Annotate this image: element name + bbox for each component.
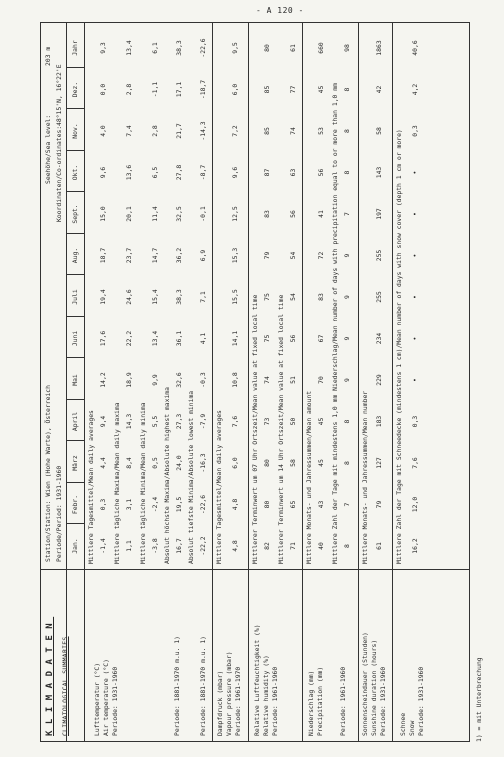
table-cell: 6,0 (231, 457, 239, 469)
month-header: Febr. (71, 494, 79, 515)
column-divider (66, 399, 84, 400)
table-cell: 53 (317, 127, 325, 135)
table-cell: • (411, 170, 419, 175)
table-cell: 45 (317, 459, 325, 467)
table-cell: 18,9 (125, 372, 133, 388)
table-cell: 19,4 (99, 289, 107, 305)
table-cell: 40 (317, 542, 325, 550)
table-cell: 0,3 (99, 498, 107, 511)
temp-sub-4: Absolut höchste Maxima/Absolute highest maxima (163, 387, 171, 564)
table-cell: 127 (375, 457, 383, 469)
table-cell: 27,8 (175, 164, 183, 181)
month-header: Mai (71, 374, 79, 386)
table-cell: 20,1 (125, 206, 133, 222)
coords-label: Koordinaten/Co-ordinates: (55, 125, 63, 222)
column-divider (66, 316, 84, 317)
table-cell: 15,5 (231, 289, 239, 305)
temp-sub-2: Mittlere tägliche Maxima/Mean daily maxima (113, 402, 121, 564)
temp-sub-1: Mittlere Tagesmittel/Mean daily averages (87, 410, 95, 564)
table-cell: 9 (343, 378, 351, 382)
table-cell: • (411, 212, 419, 216)
sunshine-sub: Mittlere Monats- und Jahressummen/Mean number (361, 390, 369, 564)
table-cell: 17,6 (99, 330, 107, 347)
table-cell: 5,5 (151, 415, 159, 428)
table-cell: -1,1 (151, 81, 159, 98)
table-cell: -0,1 (199, 206, 207, 222)
temp-label-3: Periode: 1931-1960 (111, 666, 119, 736)
table-cell: 79 (263, 251, 271, 260)
table-cell: 85 (263, 85, 271, 94)
table-cell: 4,0 (99, 125, 107, 137)
table-cell: 73 (263, 417, 271, 426)
table-cell: 58 (289, 459, 297, 467)
column-divider (66, 524, 84, 525)
table-cell: 8 (343, 419, 351, 424)
table-cell: 14,1 (231, 330, 239, 347)
table-cell: • (411, 253, 419, 258)
table-cell: 15,3 (231, 247, 239, 264)
table-cell: 255 (375, 291, 383, 303)
table-cell: 8 (343, 170, 351, 175)
temp-sub-5: Absolut tiefste Minima/Absolute lowest minima (187, 390, 195, 564)
table-cell: -22,6 (199, 38, 207, 58)
table-cell: 7 (343, 502, 351, 507)
table-cell: 15,4 (151, 289, 159, 305)
table-cell: 23,7 (125, 247, 133, 264)
table-cell: 19,5 (175, 496, 183, 513)
table-cell: 7,6 (231, 415, 239, 428)
snow-label-3: Periode: 1931-1960 (417, 666, 425, 736)
vapour-sub: Mittlere Tagesmittel/Mean daily averages (215, 410, 223, 564)
table-cell: 13,6 (125, 164, 133, 181)
table-cell: 0,3 (411, 415, 419, 428)
table-cell: 13,4 (125, 40, 133, 56)
table-cell: 24,0 (175, 455, 183, 471)
month-header: April (71, 411, 79, 432)
table-cell: 8 (343, 461, 351, 465)
table-cell: 11,4 (151, 206, 159, 222)
column-divider (66, 150, 84, 151)
table-cell: 229 (375, 374, 383, 386)
table-cell: 6,1 (151, 42, 159, 54)
table-cell: -18,7 (199, 79, 207, 100)
month-header: Aug. (71, 247, 79, 264)
table-cell: 32,6 (175, 372, 183, 388)
column-divider (66, 233, 84, 234)
table-cell: 15,0 (99, 206, 107, 222)
snow-label-1: Schnee (399, 712, 407, 736)
table-cell: 9 (343, 295, 351, 299)
table-cell: 82 (263, 542, 271, 550)
table-cell: 61 (375, 542, 383, 550)
altitude-label: Seehöhe/Sea level: (44, 114, 52, 184)
table-cell: 98 (343, 44, 351, 52)
table-cell: 0,0 (99, 83, 107, 96)
table-cell: 12,5 (231, 206, 239, 222)
sunshine-label-1: Sonnenscheindauer (Stunden) (361, 632, 369, 736)
table-cell: 54 (289, 293, 297, 301)
table-cell: 4,8 (231, 498, 239, 511)
table-cell: 9,4 (99, 415, 107, 428)
column-divider (66, 67, 84, 68)
table-cell: 660 (317, 42, 325, 54)
table-cell: 67 (317, 334, 325, 343)
table-cell: 14,3 (125, 413, 133, 430)
table-cell: 7,6 (411, 457, 419, 469)
table-cell: -16,3 (199, 453, 207, 473)
table-cell: 16,2 (411, 538, 419, 554)
snow-label-2: Snow (408, 720, 416, 736)
month-header: Sept. (71, 204, 79, 224)
table-cell: 65 (289, 500, 297, 509)
table-cell: 70 (317, 376, 325, 384)
table-cell: 14,7 (151, 247, 159, 264)
station-label: Station/Station: Wien (Hohe Warte), Österreich (44, 385, 52, 562)
precip-label-1: Niederschlag (mm) (307, 670, 315, 736)
table-cell: -8,7 (199, 164, 207, 181)
humidity-label-2: Relative humidity (%) (262, 655, 270, 736)
snow-sub: Mittlere Zahl der Tage mit Schneedecke (mindestens 1 cm)/Mean number of days with snow cover (depth 1 cm or more) (395, 129, 403, 564)
table-cell: -22,6 (199, 494, 207, 515)
precip-label-3: Periode: 1961-1960 (339, 666, 347, 736)
table-cell: 9,3 (99, 42, 107, 54)
table-cell: 9,6 (99, 166, 107, 179)
table-cell: 27,3 (175, 413, 183, 430)
table-cell: 56 (289, 334, 297, 343)
table-cell: 9,6 (231, 166, 239, 179)
table-cell: 197 (375, 208, 383, 220)
table-cell: 61 (289, 44, 297, 52)
coords-value: 48°15'N, 16°22'E (55, 64, 63, 126)
page-number: - A 120 - (256, 6, 304, 15)
month-header: Okt. (71, 164, 79, 181)
vapour-label-2: Vapour pressure (mbar) (225, 651, 233, 736)
table-cell: 9 (343, 336, 351, 341)
table-cell: 12,0 (411, 496, 419, 513)
table-cell: 9,9 (151, 374, 159, 386)
table-cell: 234 (375, 332, 383, 345)
table-cell: 40,6 (411, 40, 419, 56)
table-cell: 16,7 (175, 538, 183, 554)
table-cell: 38,3 (175, 40, 183, 56)
table-cell: 7,4 (125, 125, 133, 137)
table-cell: 143 (375, 166, 383, 179)
table-cell: • (411, 378, 419, 382)
column-divider (66, 109, 84, 110)
table-cell: 9,5 (231, 42, 239, 54)
table-cell: 32,5 (175, 206, 183, 222)
table-cell: 56 (289, 210, 297, 218)
table-cell: 83 (317, 293, 325, 301)
table-cell: 255 (375, 249, 383, 262)
table-cell: 74 (263, 376, 271, 384)
table-cell: 45 (317, 85, 325, 94)
table-cell: 75 (263, 293, 271, 301)
table-cell: 79 (375, 500, 383, 509)
month-header: Dez. (71, 81, 79, 98)
sunshine-label-3: Periode: 1931-1960 (379, 666, 387, 736)
table-cell: 56 (317, 168, 325, 177)
table-cell: 41 (317, 210, 325, 218)
table-cell: 7 (343, 212, 351, 216)
month-header: März (71, 455, 79, 471)
table-cell: • (411, 295, 419, 299)
table-cell: 10,8 (231, 372, 239, 388)
table-cell: 85 (263, 127, 271, 135)
temp-label-2: Air temperature (°C) (102, 659, 110, 736)
table-cell: -1,4 (99, 538, 107, 554)
table-cell: -2,4 (151, 496, 159, 513)
table-cell: 7,2 (231, 125, 239, 137)
table-cell: -0,3 (199, 372, 207, 388)
table-cell: 2,8 (151, 125, 159, 137)
table-cell: 9 (343, 253, 351, 258)
vapour-label-1: Dampfdruck (mbar) (216, 670, 224, 736)
table-cell: 1,1 (125, 540, 133, 552)
table-cell: 83 (263, 210, 271, 218)
table-subtitle: CLIMATOLOGICAL SUMMARIES (61, 636, 69, 736)
table-cell: 18,7 (99, 247, 107, 264)
column-divider (66, 358, 84, 359)
table-cell: 8 (343, 129, 351, 133)
table-cell: 3,1 (125, 498, 133, 511)
table-cell: 51 (289, 376, 297, 384)
table-cell: 4,8 (231, 540, 239, 552)
temp-period-label-b: Periode: 1881-1970 m.u. 1) (199, 635, 207, 736)
table-cell: 38,3 (175, 289, 183, 305)
altitude-value: 203 m (44, 46, 52, 66)
table-cell: 80 (263, 459, 271, 467)
precip-sub-2: Mittlere Zahl der Tage mit mindestens 1,0 mm Niederschlag/Mean number of days with precipitation equal to or more than 1,0 mm (331, 83, 339, 564)
table-cell: 8 (343, 87, 351, 92)
table-cell: 183 (375, 415, 383, 428)
precip-sub-1: Mittlere Monats- und Jahressummen/Mean amount (305, 390, 313, 564)
table-cell: 13,4 (151, 330, 159, 347)
month-header: Nov. (71, 123, 79, 139)
month-header: Jan. (71, 538, 79, 554)
column-divider (66, 441, 84, 442)
table-cell: 77 (289, 85, 297, 94)
humidity-sub-2: Mittlerer Terminwert um 14 Uhr Ortszeit/Mean value at fixed local time (277, 294, 285, 564)
temp-label-1: Lufttemperatur (°C) (93, 662, 101, 736)
humidity-label-1: Relative Luftfeuchtigkeit (%) (253, 624, 261, 736)
footnote: 1) = mit Unterbrechung (475, 657, 483, 742)
sunshine-label-2: Sunshine duration (hours) (370, 639, 378, 736)
table-cell: 6,0 (231, 83, 239, 96)
table-cell: 75 (263, 334, 271, 343)
table-cell: 24,6 (125, 289, 133, 305)
period-label: Periode/Period: 1931-1960 (55, 465, 63, 562)
humidity-label-3: Periode: 1961-1960 (271, 666, 279, 736)
table-cell: 8 (343, 544, 351, 548)
table-cell: 63 (289, 168, 297, 177)
table-title: KLIMADATEN (45, 616, 55, 736)
temp-period-label-a: Periode: 1881-1970 m.u. 1) (173, 635, 181, 736)
table-cell: 74 (289, 127, 297, 135)
humidity-sub-1: Mittlerer Terminwert um 07 Uhr Ortszeit/Mean value at fixed local time (251, 294, 259, 564)
table-cell: 45 (317, 417, 325, 426)
climate-table-sheet (40, 22, 483, 742)
table-cell: -22,2 (199, 536, 207, 556)
column-divider (66, 192, 84, 193)
table-cell: 6,9 (199, 249, 207, 262)
month-header: Juni (71, 330, 79, 347)
table-cell: 7,1 (199, 291, 207, 303)
temp-sub-3: Mittlere tägliche Minima/Mean daily minima (139, 402, 147, 564)
table-cell: 54 (289, 251, 297, 260)
table-cell: 1863 (375, 40, 383, 56)
table-cell: 58 (375, 127, 383, 135)
table-cell: 72 (317, 251, 325, 260)
table-cell: -3,8 (151, 538, 159, 554)
table-cell: 0,3 (411, 125, 419, 137)
month-header: Jahr (71, 40, 79, 56)
table-cell: • (411, 336, 419, 341)
table-cell: 4,1 (199, 332, 207, 345)
table-cell: 43 (317, 500, 325, 509)
table-cell: 71 (289, 542, 297, 550)
table-cell: 36,1 (175, 330, 183, 347)
month-header: Juli (71, 289, 79, 305)
table-cell: 8,4 (125, 457, 133, 469)
column-divider (66, 482, 84, 483)
table-cell: -7,9 (199, 413, 207, 430)
table-cell: 17,1 (175, 81, 183, 98)
table-cell: 36,2 (175, 247, 183, 264)
table-cell: 14,2 (99, 372, 107, 388)
table-cell: 80 (263, 44, 271, 52)
table-cell: 50 (289, 417, 297, 426)
table-cell: 6,5 (151, 166, 159, 179)
table-cell: 80 (263, 500, 271, 509)
table-cell: -14,3 (199, 121, 207, 141)
vapour-label-3: Periode: 1961-1970 (234, 666, 242, 736)
table-cell: 4,2 (411, 83, 419, 96)
table-cell: 0,5 (151, 457, 159, 469)
table-cell: 42 (375, 85, 383, 94)
table-cell: 21,7 (175, 123, 183, 139)
precip-label-2: Precipitation (mm) (316, 666, 324, 736)
table-cell: 4,4 (99, 457, 107, 469)
table-cell: 87 (263, 168, 271, 177)
table-cell: 22,2 (125, 330, 133, 347)
table-cell: 2,8 (125, 83, 133, 96)
column-divider (66, 275, 84, 276)
